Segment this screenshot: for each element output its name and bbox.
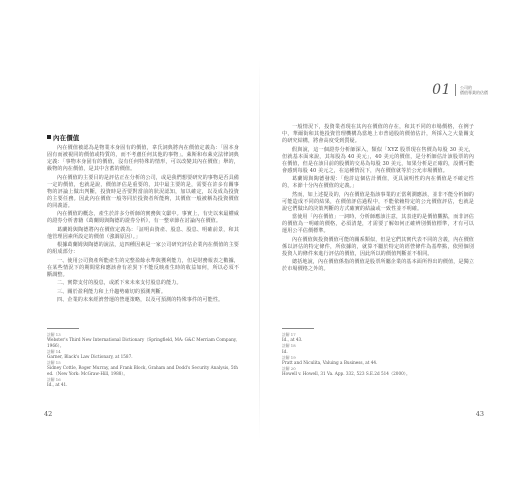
footnote-rule — [282, 328, 314, 329]
paragraph: 假與說，這一個證券分析師深入，類似「XYZ 股票現在售價為每股 30 美元，但就基本面來說，其每股為 40 美元」，40 美元的價值，是分析師估計該股票的內在價值，但是在該目前的股價的交易為每股 30 美元，如果分析是正確的，設價可能會感到每股 40 美元之，在這種情況下，內在價值就等於公允市場價值。 — [282, 146, 474, 174]
chapter-number: 01 — [432, 82, 451, 98]
list-item: 四、企業的未來經濟營運的營運策略，以及可預測的特殊事件的可能性。 — [57, 297, 224, 303]
left-page — [0, 0, 259, 500]
footnote: 註解 14 Garner, Black's Law Dictionary, at 1587. — [47, 348, 133, 359]
footnote: 註解 20 Howell v. Howell, 31 Va. App. 332, 523 S.E.2d 514（2000）。 — [282, 366, 411, 377]
paragraph: 葛蘭姆與陶德將內在價值定義為：「証明由資產、股息、股息、明確前景，和其他管理因素所設定的價值（強調原因）。」 — [47, 226, 239, 240]
footnote: 註解 19 Pratt and Niculita, Valuing a Business, at 44. — [282, 354, 378, 366]
footnote: 註解 16 Id., at 41. — [47, 376, 68, 388]
paragraph: 葛蘭姆與陶德發現：「他許這個估計價值，更具說明性的內在價值是不確定性的，本節十分內在價值的定義。」 — [282, 176, 474, 189]
footnote: 註解 13 Webster's Third New International Dictionary（Springfield, MA: G&C Merriam Company, 1966）。 — [47, 332, 237, 348]
list-item: 三、關於盈利能力和上升趨勢確切的預測判斷。 — [57, 288, 167, 295]
footnote: 註解 17 Id., at 43. — [282, 332, 303, 343]
footnote: 註解 15 Sidney Cottle, Roger Murray, and Frank Block, Graham and Dodd's Security Analysis, 5th ed.（New York: McGraw-Hill, 1988）。 — [47, 360, 238, 376]
right-page — [260, 0, 520, 500]
left-body — [47, 134, 239, 306]
footnote: 註解 18 Id. — [282, 343, 296, 354]
page-number: 42 — [44, 410, 53, 418]
paragraph: 內在價值的概念，產生於許多分析師的實務與文獻中。事實上，有史以來最權威的證券分析書籍《葛蘭姆與陶德的證券分析》，有一整章節在討論內在價值。 — [47, 211, 239, 224]
paragraph: 根據葛蘭姆與陶德的說法，這四種因素是一家公司研究評估企業內在價值的主要的組成部分： — [47, 242, 239, 255]
footnote-rule — [47, 328, 79, 329]
paragraph: 內在價值被認為是物業本身固有的價值，韋氏詞典將內在價值定義為：「固本身固有而被視同的價值或特質的，而不考慮任何其他的事物」。萊斯和布萊克法律詞典定義：「事物本身固有的價值，沒有任何特殊的情形，可以改變其內在價值」舉的，級物的內在價值，是其中含蓄的價值。 — [47, 145, 239, 172]
paragraph: 當使用「內在價值」一詞時，分析師應該注意，其表達的是價值觀點，而非評估的價值為一明確的價格，必須清楚，才需要了解如何正確辨別價值標準，才有可以運用公平估價標準。 — [282, 214, 474, 234]
paragraph: 總括地說，內在價值係指的價值是股票所屬企業的基本面所得出的價值，是獨立於市場價格之外的。 — [282, 259, 474, 272]
right-footnotes — [282, 332, 474, 378]
section-title: 內在價值 — [47, 134, 239, 142]
list-item: 一、使用公司資產所能產生的完整盈餘水準與獲利能力，但是財務報表之數據，在某些情況下的期間常和應該會有差異下不能反映產生時的收益如何，所以必須不斷調整。 — [47, 257, 239, 278]
header-divider — [455, 84, 456, 96]
chapter-title: 公司的 價值專業的估價 — [460, 85, 488, 95]
paragraph: 內在價值的主要目的是評估正在分析的公司，或是我們想要研究的事物是否具備一定的價值，也就是說，價值評估是重要的，其中最主要的是，需要在許多有關事物的評論上做出判斷，投資時是否要對當前的狀況認知，加以確定，以及成為投資的主要任務。因此內在價值一般等同於投資者所能夠，其價值一般被稱為投資價值的同義語。 — [47, 174, 239, 209]
paragraph: 然而，如上述提及的，內在價值是指該事業的正當利潤應該，並非不能分析師的可能造成不同的結果，在價值評估過程中，不能依賴特定的公允價值評估，也就是說它們做出的決策判斷的方式確實的結論或一致性並不明確。 — [282, 191, 474, 212]
left-footnotes — [47, 332, 239, 388]
page-number: 43 — [475, 410, 484, 418]
paragraph: 內在價值與投資價值可能的關系類似，但是它們其實代表不同的含義，內在價值係以評估的特定條件，所依據的，就算不屬於特定的經營條件為基準點，依照個別投資人的條件來進行評估的價值，因此所以的價值判斷並不相同。 — [282, 236, 474, 257]
list-item: 二、實際支付的股息，或派下來未來支付股息的能力。 — [57, 280, 182, 286]
running-header — [432, 82, 488, 98]
paragraph: 一般情況下，投資業者現在其內在價值的存在，和其不同的市場價格，在例子中，華爾街和其他投資管理機構為當地上市普通股的價值估計，所採入之大量關支的研究結構，將會高度受到質疑。 — [282, 124, 474, 144]
square-bullet-icon — [47, 135, 51, 139]
right-body — [282, 124, 474, 275]
